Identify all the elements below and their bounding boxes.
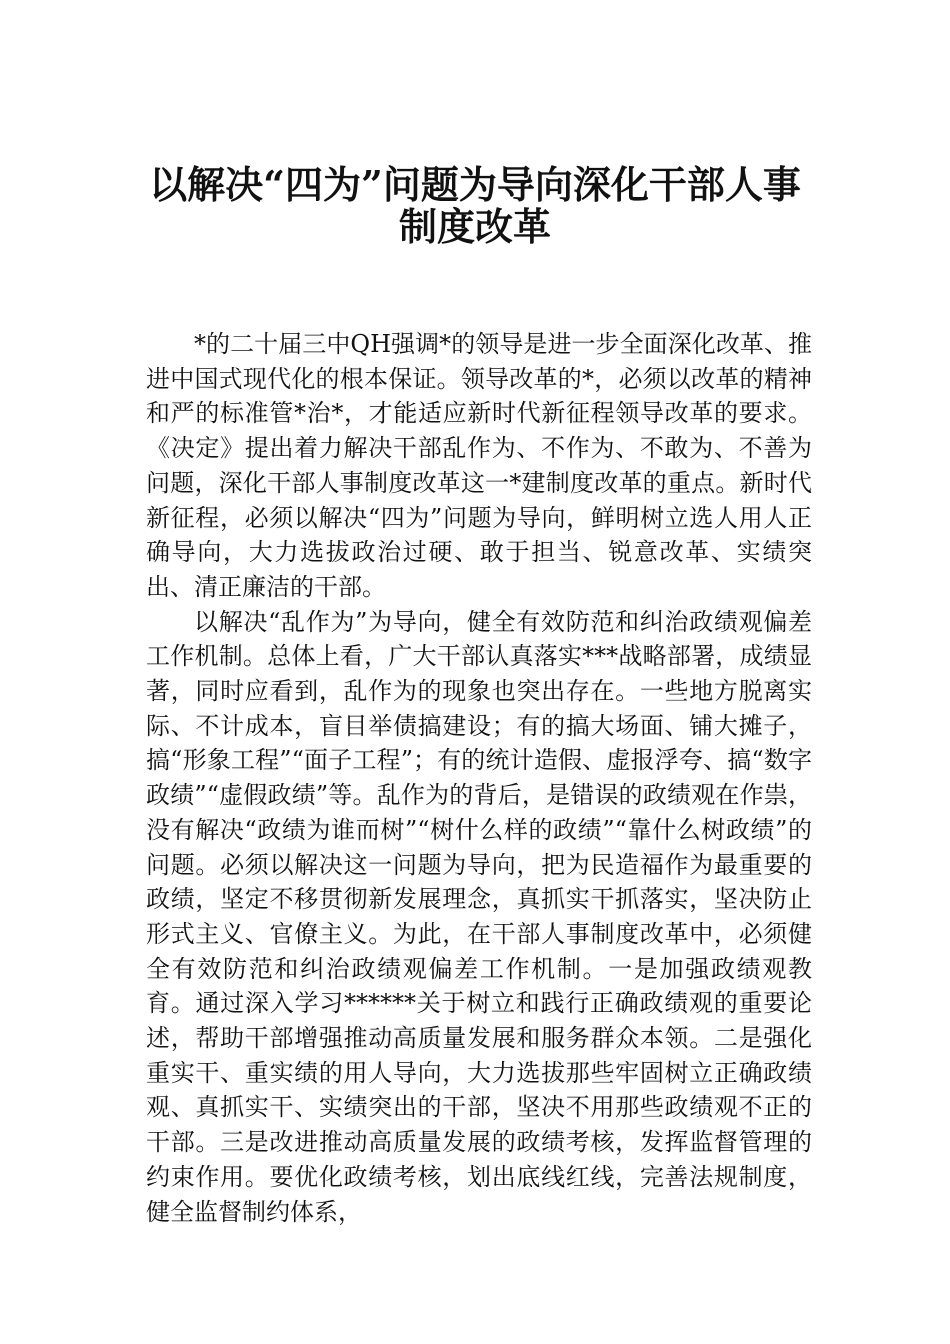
paragraph-1: *的二十届三中QH强调*的领导是进一步全面深化改革、推进中国式现代化的根本保证。领导改革的*，必须以改革的精神和严的标准管*治*，才能适应新时代新征程领导改革的要求。《决定》提出着力解决干部乱作为、不作为、不敢为、不善为问题，深化干部人事制度改革这一*建制度改革的重点。新时代新征程，必须以解决“四为”问题为导向，鲜明树立选人用人正确导向，大力选拔政治过硬、敢于担当、锐意改革、实绩突出、清正廉洁的干部。 xyxy=(146,330,812,601)
document-title-line-1: 以解决“四为”问题为导向深化干部人事 xyxy=(149,162,801,207)
document-title-line-2: 制度改革 xyxy=(398,204,551,249)
paragraph-2: 以解决“乱作为”为导向，健全有效防范和纠治政绩观偏差工作机制。总体上看，广大干部认真落实***战略部署，成绩显著，同时应看到，乱作为的现象也突出存在。一些地方脱离实际、不计成本，盲目举债搞建设；有的搞大场面、铺大摊子，搞“形象工程”“面子工程”；有的统计造假、虚报浮夸、搞“数字政绩”“虚假政绩”等。乱作为的背后，是错误的政绩观在作祟，没有解决“政绩为谁而树”“树什么样的政绩”“靠什么树政绩”的问题。必须以解决这一问题为导向，把为民造福作为最重要的政绩，坚定不移贯彻新发展理念，真抓实干抓落实，坚决防止形式主义、官僚主义。为此，在干部人事制度改革中，必须健全有效防范和纠治政绩观偏差工作机制。一是加强政绩观教育。通过深入学习******关于树立和践行正确政绩观的重要论述，帮助干部增强推动高质量发展和服务群众本领。二是强化重实干、重实绩的用人导向，大力选拔那些牢固树立正确政绩观、真抓实干、实绩突出的干部，坚决不用那些政绩观不正的干部。三是改进推动高质量发展的政绩考核，发挥监督管理的约束作用。要优化政绩考核，划出底线红线，完善法规制度，健全监督制约体系， xyxy=(146,607,812,1226)
document-body xyxy=(146,327,812,1229)
